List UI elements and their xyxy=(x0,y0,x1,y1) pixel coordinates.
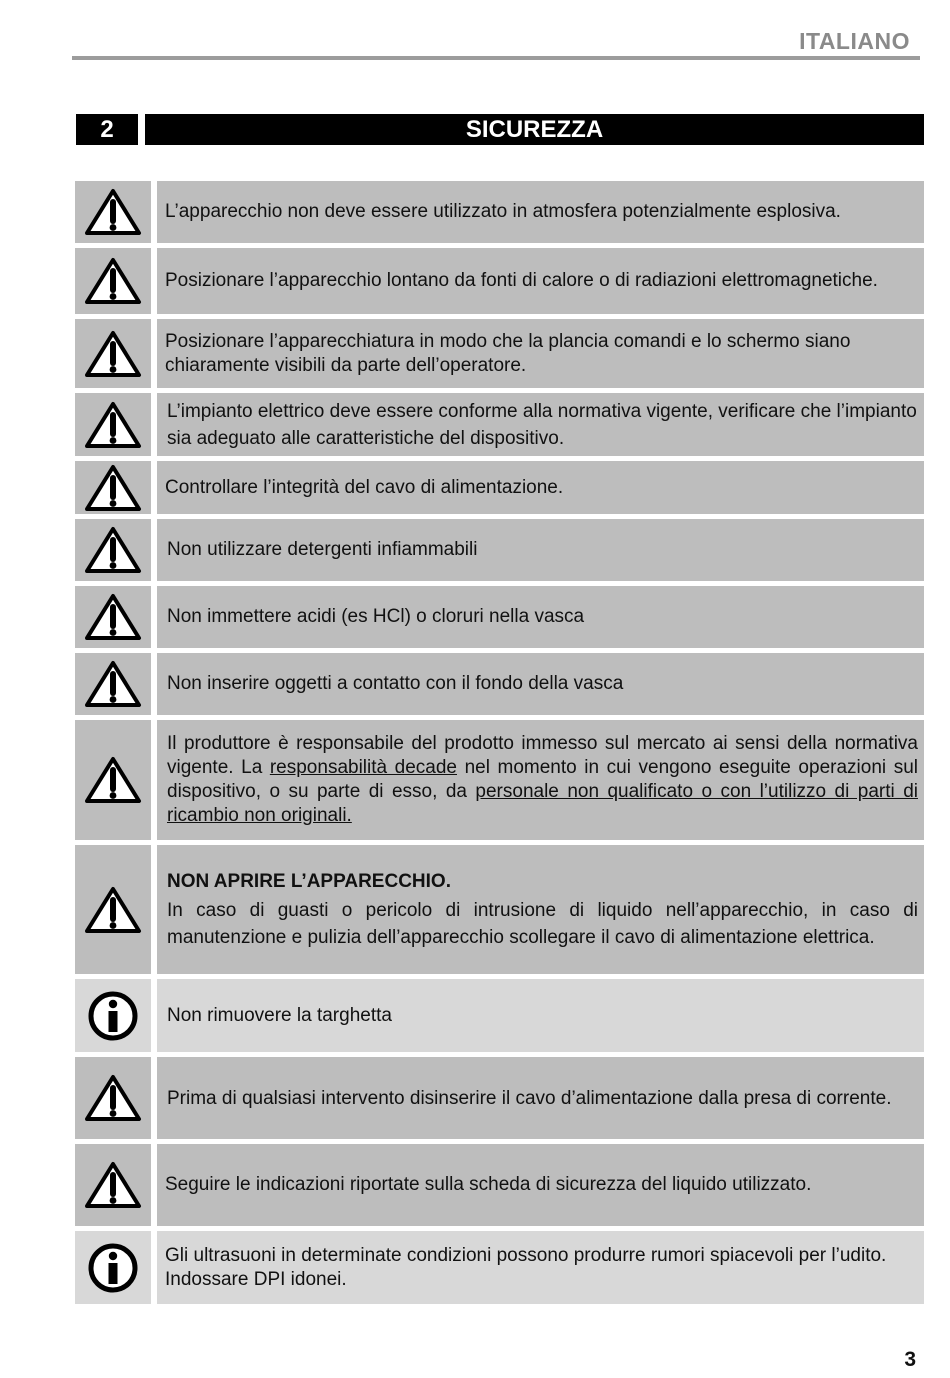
info-icon xyxy=(75,979,151,1052)
info-icon xyxy=(75,1231,151,1304)
warning-icon xyxy=(75,248,151,314)
safety-row xyxy=(75,248,924,314)
warning-icon xyxy=(75,586,151,648)
safety-text: Posizionare l’apparecchio lontano da fonti di calore o di radiazioni elettromagnetiche. xyxy=(165,270,878,291)
safety-text-cell xyxy=(157,653,924,715)
warning-icon xyxy=(75,653,151,715)
safety-row xyxy=(75,1231,924,1304)
safety-text-cell xyxy=(157,319,924,388)
liability-underlined: personale non qualificato o con l’utilizzo di parti di ricambio non originali. xyxy=(167,781,918,826)
safety-text-cell xyxy=(157,393,924,456)
safety-text-cell xyxy=(157,248,924,314)
safety-row xyxy=(75,720,924,840)
safety-row xyxy=(75,461,924,514)
language-label: ITALIANO xyxy=(799,28,910,54)
safety-text-cell xyxy=(157,181,924,243)
safety-text-cell xyxy=(157,979,924,1052)
warning-icon xyxy=(75,181,151,243)
safety-text-cell xyxy=(157,720,924,840)
safety-row xyxy=(75,319,924,388)
safety-row xyxy=(75,1057,924,1139)
page-number: 3 xyxy=(904,1348,916,1371)
safety-text-cell xyxy=(157,845,924,974)
safety-table xyxy=(75,181,924,1309)
liability-underlined: responsabilità decade xyxy=(269,757,457,778)
safety-text-cell xyxy=(157,1144,924,1226)
liability-text-part: Il produttore è responsabile del prodotto immesso sul mercato ai sensi della normativa vigente. La xyxy=(167,733,918,778)
safety-row xyxy=(75,653,924,715)
safety-text: L’impianto elettrico deve essere conforme alla normativa vigente, verificare che l’impianto sia adeguato alle caratteristiche del dispositivo. xyxy=(167,400,917,449)
safety-text: L’apparecchio non deve essere utilizzato in atmosfera potenzialmente esplosiva. xyxy=(165,201,841,222)
safety-text-cell xyxy=(157,1231,924,1304)
safety-text: In caso di guasti o pericolo di intrusione di liquido nell’apparecchio, in caso di manutenzione e pulizia dell’apparecchio scollegare il cavo di alimentazione elettrica. xyxy=(167,900,918,948)
warning-icon xyxy=(75,461,151,514)
safety-row xyxy=(75,586,924,648)
safety-text: Seguire le indicazioni riportate sulla scheda di sicurezza del liquido utilizzato. xyxy=(165,1174,812,1195)
warning-icon xyxy=(75,519,151,581)
warning-icon xyxy=(75,845,151,974)
safety-row xyxy=(75,519,924,581)
safety-row xyxy=(75,845,924,974)
safety-text: Non utilizzare detergenti infiammabili xyxy=(167,539,478,560)
safety-row xyxy=(75,393,924,456)
warning-icon xyxy=(75,393,151,456)
safety-text-cell xyxy=(157,461,924,514)
warning-icon xyxy=(75,720,151,840)
safety-row xyxy=(75,181,924,243)
warning-heading: NON APRIRE L’APPARECCHIO. xyxy=(167,871,451,892)
warning-icon xyxy=(75,1144,151,1226)
safety-row xyxy=(75,979,924,1052)
safety-text: Gli ultrasuoni in determinate condizioni possono produrre rumori spiacevoli per l’udito. Indossare DPI idonei. xyxy=(165,1244,887,1290)
safety-text-cell xyxy=(157,519,924,581)
safety-text: Controllare l’integrità del cavo di alimentazione. xyxy=(165,476,564,498)
safety-text: Non rimuovere la targhetta xyxy=(167,1004,392,1026)
header-divider xyxy=(72,56,920,60)
safety-text-cell xyxy=(157,586,924,648)
safety-text: Prima di qualsiasi intervento disinserire il cavo d’alimentazione dalla presa di corrente. xyxy=(167,1087,892,1109)
safety-text: Non inserire oggetti a contatto con il fondo della vasca xyxy=(167,673,624,694)
warning-icon xyxy=(75,319,151,388)
safety-text-cell xyxy=(157,1057,924,1139)
section-title: SICUREZZA xyxy=(145,114,924,145)
liability-text xyxy=(167,732,918,828)
safety-text: Posizionare l’apparecchiatura in modo che la plancia comandi e lo schermo siano chiaramente visibili da parte dell’operatore. xyxy=(165,330,851,376)
warning-icon xyxy=(75,1057,151,1139)
safety-text: Non immettere acidi (es HCl) o cloruri nella vasca xyxy=(167,606,585,627)
liability-text-part: nel momento in cui vengono eseguite operazioni sul dispositivo, o su parte di esso, da xyxy=(167,757,918,802)
safety-row xyxy=(75,1144,924,1226)
section-number: 2 xyxy=(76,114,138,145)
